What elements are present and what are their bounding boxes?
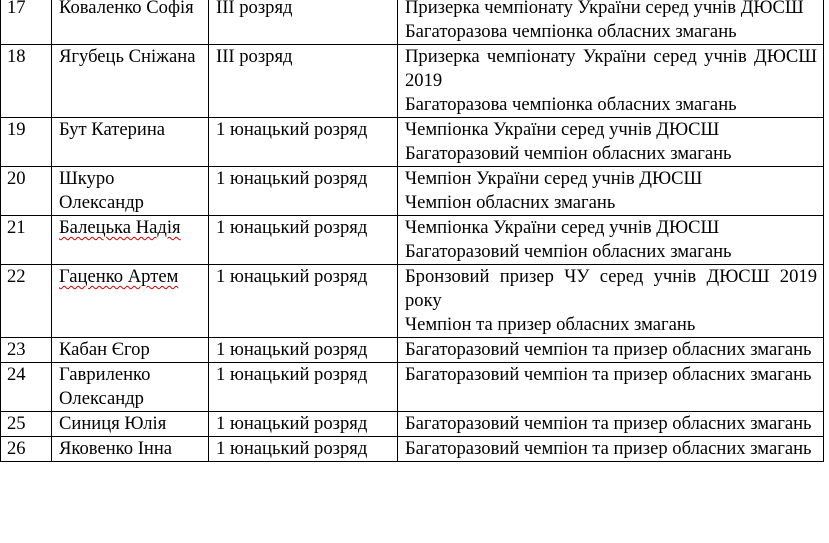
achievement-line: Багаторазовий чемпіон та призер обласних змагань xyxy=(405,438,812,459)
achievements-cell xyxy=(398,45,824,118)
athlete-name-cell xyxy=(52,437,209,462)
row-number-cell: 24 xyxy=(1,363,52,412)
achievement-line: Багаторазовий чемпіон та призер обласних змагань xyxy=(405,339,812,360)
table-row xyxy=(1,45,824,118)
achievements-cell xyxy=(398,338,824,363)
achievement-line: Чемпіон України серед учнів ДЮСШ xyxy=(405,168,703,189)
athletes-table-body xyxy=(1,0,824,462)
athlete-name-cell xyxy=(52,118,209,167)
achievement-line: Багаторазовий чемпіон обласних змагань xyxy=(405,143,732,164)
row-number-cell: 22 xyxy=(1,265,52,338)
sport-rank-cell: 1 юнацький розряд xyxy=(209,437,398,462)
athlete-name: Синиця Юлія xyxy=(59,413,167,434)
table-row xyxy=(1,437,824,462)
achievement-line: Багаторазова чемпіонка обласних змагань xyxy=(405,94,737,115)
athlete-name: Гаценко Артем xyxy=(59,266,179,287)
achievement-line: Багаторазова чемпіонка обласних змагань xyxy=(405,21,737,42)
achievements-cell xyxy=(398,216,824,265)
sport-rank-cell: 1 юнацький розряд xyxy=(209,412,398,437)
athlete-name-cell xyxy=(52,363,209,412)
achievements-cell xyxy=(398,437,824,462)
table-row xyxy=(1,167,824,216)
table-row xyxy=(1,338,824,363)
athlete-name-cell xyxy=(52,216,209,265)
achievements-cell xyxy=(398,118,824,167)
achievement-line: Чемпіонка України серед учнів ДЮСШ xyxy=(405,217,720,238)
sport-rank-cell: ІІІ розряд xyxy=(209,45,398,118)
achievement-line: Призерка чемпіонату України серед учнів ДЮСШ 2019 xyxy=(405,46,817,91)
row-number-cell: 19 xyxy=(1,118,52,167)
table-row xyxy=(1,0,824,45)
sport-rank-cell: ІІІ розряд xyxy=(209,0,398,45)
achievement-line: Багаторазовий чемпіон та призер обласних змагань xyxy=(405,364,812,385)
athlete-name: Коваленко Софія xyxy=(59,0,194,18)
row-number-cell: 25 xyxy=(1,412,52,437)
achievement-line: Бронзовий призер ЧУ серед учнів ДЮСШ 2019 року xyxy=(405,266,817,311)
table-row xyxy=(1,216,824,265)
athlete-name: Ягубець Сніжана xyxy=(59,46,196,67)
athlete-name-cell xyxy=(52,45,209,118)
table-row xyxy=(1,412,824,437)
athlete-name: Шкуро Олександр xyxy=(59,168,144,213)
athlete-name: Балецька Надія xyxy=(59,217,181,238)
row-number-cell: 18 xyxy=(1,45,52,118)
athlete-name: Яковенко Інна xyxy=(59,438,173,459)
achievement-line: Чемпіон та призер обласних змагань xyxy=(405,314,696,335)
sport-rank-cell: 1 юнацький розряд xyxy=(209,363,398,412)
athlete-name-cell xyxy=(52,0,209,45)
achievements-cell xyxy=(398,0,824,45)
achievements-cell xyxy=(398,265,824,338)
achievement-line: Чемпіонка України серед учнів ДЮСШ xyxy=(405,119,720,140)
row-number-cell: 26 xyxy=(1,437,52,462)
achievement-line: Призерка чемпіонату України серед учнів ДЮСШ xyxy=(405,0,804,18)
athlete-name-cell xyxy=(52,338,209,363)
table-row xyxy=(1,363,824,412)
athlete-name: Кабан Єгор xyxy=(59,339,150,360)
sport-rank-cell: 1 юнацький розряд xyxy=(209,216,398,265)
row-number-cell: 21 xyxy=(1,216,52,265)
achievement-line: Чемпіон обласних змагань xyxy=(405,192,616,213)
sport-rank-cell: 1 юнацький розряд xyxy=(209,338,398,363)
sport-rank-cell: 1 юнацький розряд xyxy=(209,265,398,338)
achievements-cell xyxy=(398,167,824,216)
athlete-name-cell xyxy=(52,412,209,437)
athlete-name: Бут Катерина xyxy=(59,119,166,140)
sport-rank-cell: 1 юнацький розряд xyxy=(209,167,398,216)
athlete-name-cell xyxy=(52,265,209,338)
row-number-cell: 20 xyxy=(1,167,52,216)
row-number-cell: 17 xyxy=(1,0,52,45)
achievement-line: Багаторазовий чемпіон та призер обласних змагань xyxy=(405,413,812,434)
achievements-cell xyxy=(398,412,824,437)
athlete-name: Гавриленко Олександр xyxy=(59,364,151,409)
table-row xyxy=(1,265,824,338)
athlete-name-cell xyxy=(52,167,209,216)
row-number-cell: 23 xyxy=(1,338,52,363)
achievement-line: Багаторазовий чемпіон обласних змагань xyxy=(405,241,732,262)
achievements-cell xyxy=(398,363,824,412)
sport-rank-cell: 1 юнацький розряд xyxy=(209,118,398,167)
table-row xyxy=(1,118,824,167)
